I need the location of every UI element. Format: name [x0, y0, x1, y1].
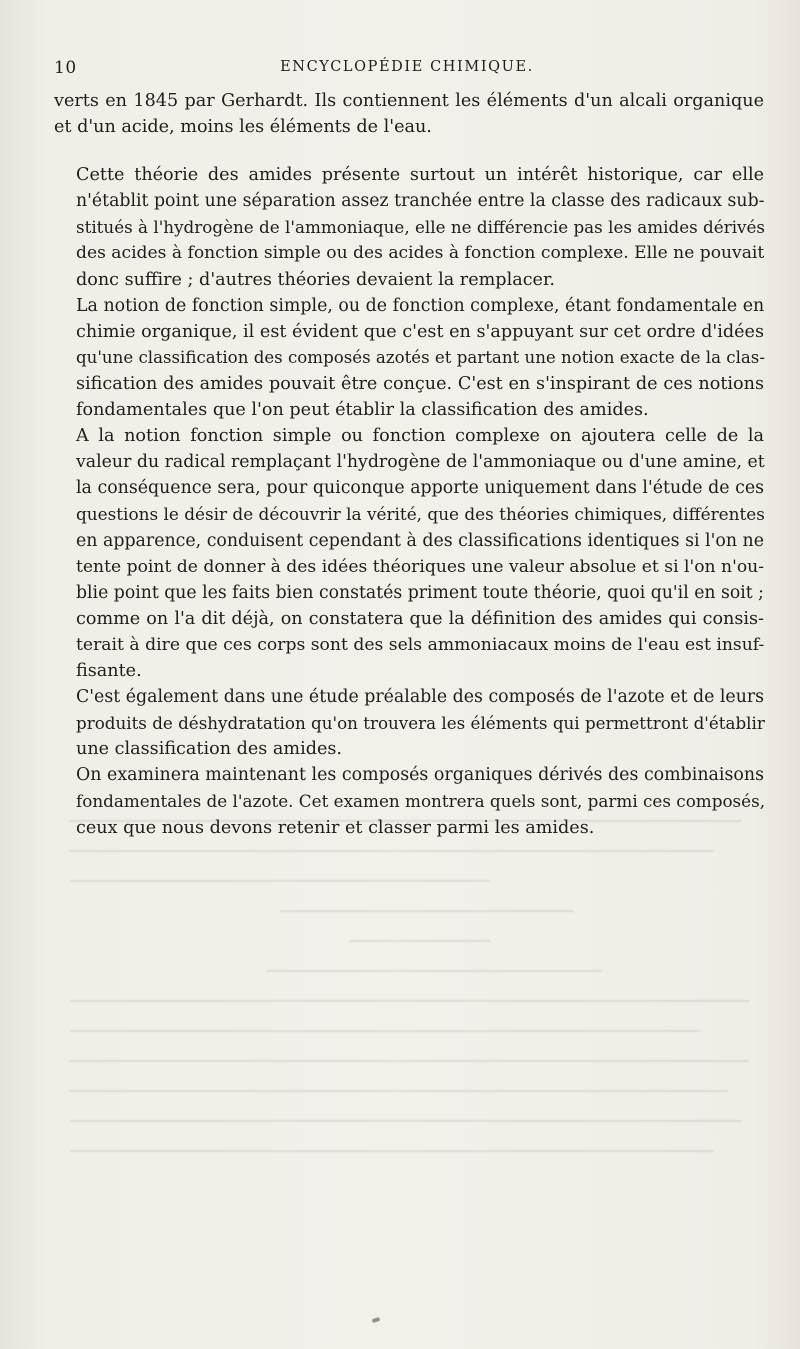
paragraph: [54, 423, 764, 684]
text-line: On examinera maintenant les composés organiques dérivés des combinaisons: [76, 765, 764, 786]
ink-speck: [372, 1317, 381, 1323]
paragraph: [54, 684, 764, 762]
text-line: verts en 1845 par Gerhardt. Ils contiennent les éléments d'un alcali organique: [54, 91, 764, 111]
text-line: questions le désir de découvrir la vérité, que des théories chimiques, différentes: [76, 504, 765, 525]
text-line: donc suffire ; d'autres théories devaient la remplacer.: [76, 269, 556, 290]
text-line: A la notion fonction simple ou fonction complexe on ajoutera celle de la: [76, 426, 764, 447]
text-line: Cette théorie des amides présente surtout un intérêt historique, car elle: [76, 165, 764, 186]
text-line: La notion de fonction simple, ou de fonction complexe, étant fondamentale en: [76, 295, 765, 316]
text-line: fondamentales que l'on peut établir la classification des amides.: [76, 400, 649, 421]
text-line: comme on l'a dit déjà, on constatera que la définition des amides qui consis-: [76, 608, 764, 629]
text-line: en apparence, conduisent cependant à des classifications identiques si l'on ne: [76, 530, 764, 551]
text-line: blie point que les faits bien constatés priment toute théorie, quoi qu'il en soit ;: [76, 582, 764, 603]
text-line: terait à dire que ces corps sont des sels ammoniacaux moins de l'eau est insuf-: [76, 634, 765, 655]
text-line: fondamentales de l'azote. Cet examen montrera quels sont, parmi ces composés,: [76, 791, 766, 812]
text-line: la conséquence sera, pour quiconque apporte uniquement dans l'étude de ces: [76, 478, 764, 499]
page-header: [54, 58, 760, 82]
text-line: des acides à fonction simple ou des acides à fonction complexe. Elle ne pouvait: [76, 243, 765, 264]
text-line: C'est également dans une étude préalable des composés de l'azote et de leurs: [76, 687, 765, 708]
text-line: ceux que nous devons retenir et classer parmi les amides.: [76, 817, 595, 838]
text-line: chimie organique, il est évident que c'est en s'appuyant sur cet ordre d'idées: [76, 321, 764, 342]
bleed-through-text: [70, 820, 770, 1290]
running-head: ENCYCLOPÉDIE CHIMIQUE.: [280, 59, 534, 75]
text-line: produits de déshydratation qu'on trouvera les éléments qui permettront d'établir: [76, 713, 765, 734]
text-line: tente point de donner à des idées théoriques une valeur absolue et si l'on n'ou-: [76, 556, 764, 577]
text-line: qu'une classification des composés azotés et partant une notion exacte de la clas-: [76, 347, 765, 367]
paragraph: [54, 762, 764, 840]
text-line: fisante.: [76, 660, 142, 681]
text-line: sification des amides pouvait être conçue. C'est en s'inspirant de ces notions: [76, 373, 764, 394]
page-number: 10: [54, 58, 77, 78]
paragraph: [54, 162, 764, 292]
body-text: [54, 88, 764, 841]
text-line: valeur du radical remplaçant l'hydrogène de l'ammoniaque ou d'une amine, et: [76, 452, 765, 473]
text-line: n'établit point une séparation assez tranchée entre la classe des radicaux sub-: [76, 191, 765, 212]
text-line: une classification des amides.: [76, 739, 343, 760]
text-line: stitués à l'hydrogène de l'ammoniaque, elle ne différencie pas les amides dérivés: [76, 217, 766, 238]
paragraph: [54, 88, 764, 140]
text-line: et d'un acide, moins les éléments de l'eau.: [54, 117, 432, 138]
paragraph: [54, 293, 764, 423]
